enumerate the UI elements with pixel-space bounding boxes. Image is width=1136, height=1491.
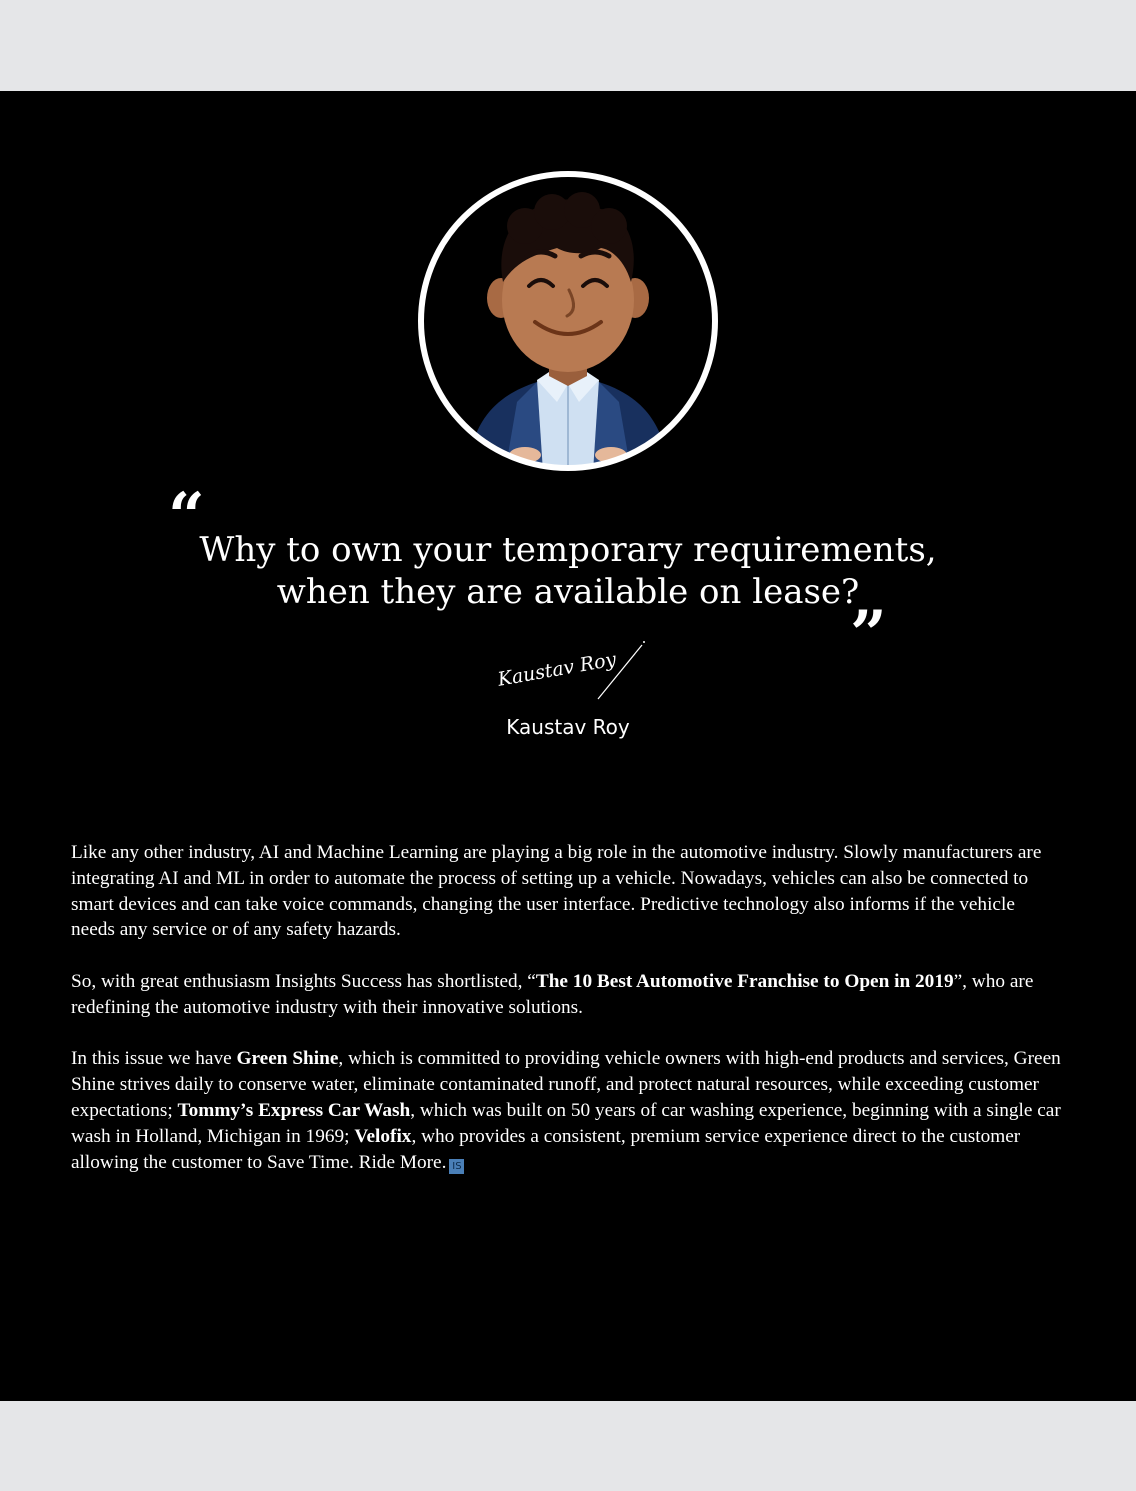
author-signature [494, 639, 649, 707]
end-mark-icon: IS [449, 1159, 464, 1174]
companies-text-1: In this issue we have [71, 1048, 237, 1070]
companies-text-4: , who provides a consistent, premium service experience direct to the customer allowing the customer to Save Time. Ride More. [71, 1125, 1021, 1173]
close-quote-icon: ” [850, 597, 887, 672]
paragraph-shortlist [71, 969, 1061, 1021]
issue-title: The 10 Best Automotive Franchise to Open in 2019 [535, 970, 954, 992]
signature-stroke [494, 639, 649, 707]
company-velofix: Velofix [354, 1125, 412, 1147]
shortlist-text-before: So, with great enthusiasm Insights Success has shortlisted, “ [71, 970, 536, 992]
company-green-shine: Green Shine [236, 1048, 339, 1070]
editorial-page [0, 91, 1136, 1401]
author-name: Kaustav Roy [506, 715, 630, 739]
companies-text-3: , which was built on 50 years of car washing experience, beginning with a single car wash in Holland, Michigan in 1969; [71, 1099, 1061, 1147]
article-body [71, 840, 1061, 1201]
pull-quote-line-2: when they are available on lease? [276, 572, 860, 612]
companies-text-2: , which is committed to providing vehicle owners with high-end products and services, Green Shine strives daily to conserve water, eliminate contaminated runoff, and protect natural resources, while exceeding customer expectations; [71, 1048, 1061, 1121]
open-quote-icon: “ [168, 479, 205, 554]
signature-text: Kaustav Roy [496, 648, 618, 691]
company-tommys-express: Tommy’s Express Car Wash [177, 1099, 411, 1121]
pull-quote-line-1: Why to own your temporary requirements, [199, 530, 937, 570]
paragraph-intro: Like any other industry, AI and Machine Learning are playing a big role in the automotive industry. Slowly manufacturers are integrating AI and ML in order to automate the process of setting up a vehicle. Nowadays, vehicles can also be connected to smart devices and can take voice commands, changing the user interface. Predictive technology also informs if the vehicle needs any service or of any safety hazards. [71, 842, 1042, 941]
shortlist-text-after: ”, who are redefining the automotive industry with their innovative solutions. [71, 970, 1034, 1018]
author-avatar [417, 170, 719, 472]
cartoon-man-avatar-icon [417, 170, 719, 472]
paragraph-companies [71, 1046, 1061, 1175]
